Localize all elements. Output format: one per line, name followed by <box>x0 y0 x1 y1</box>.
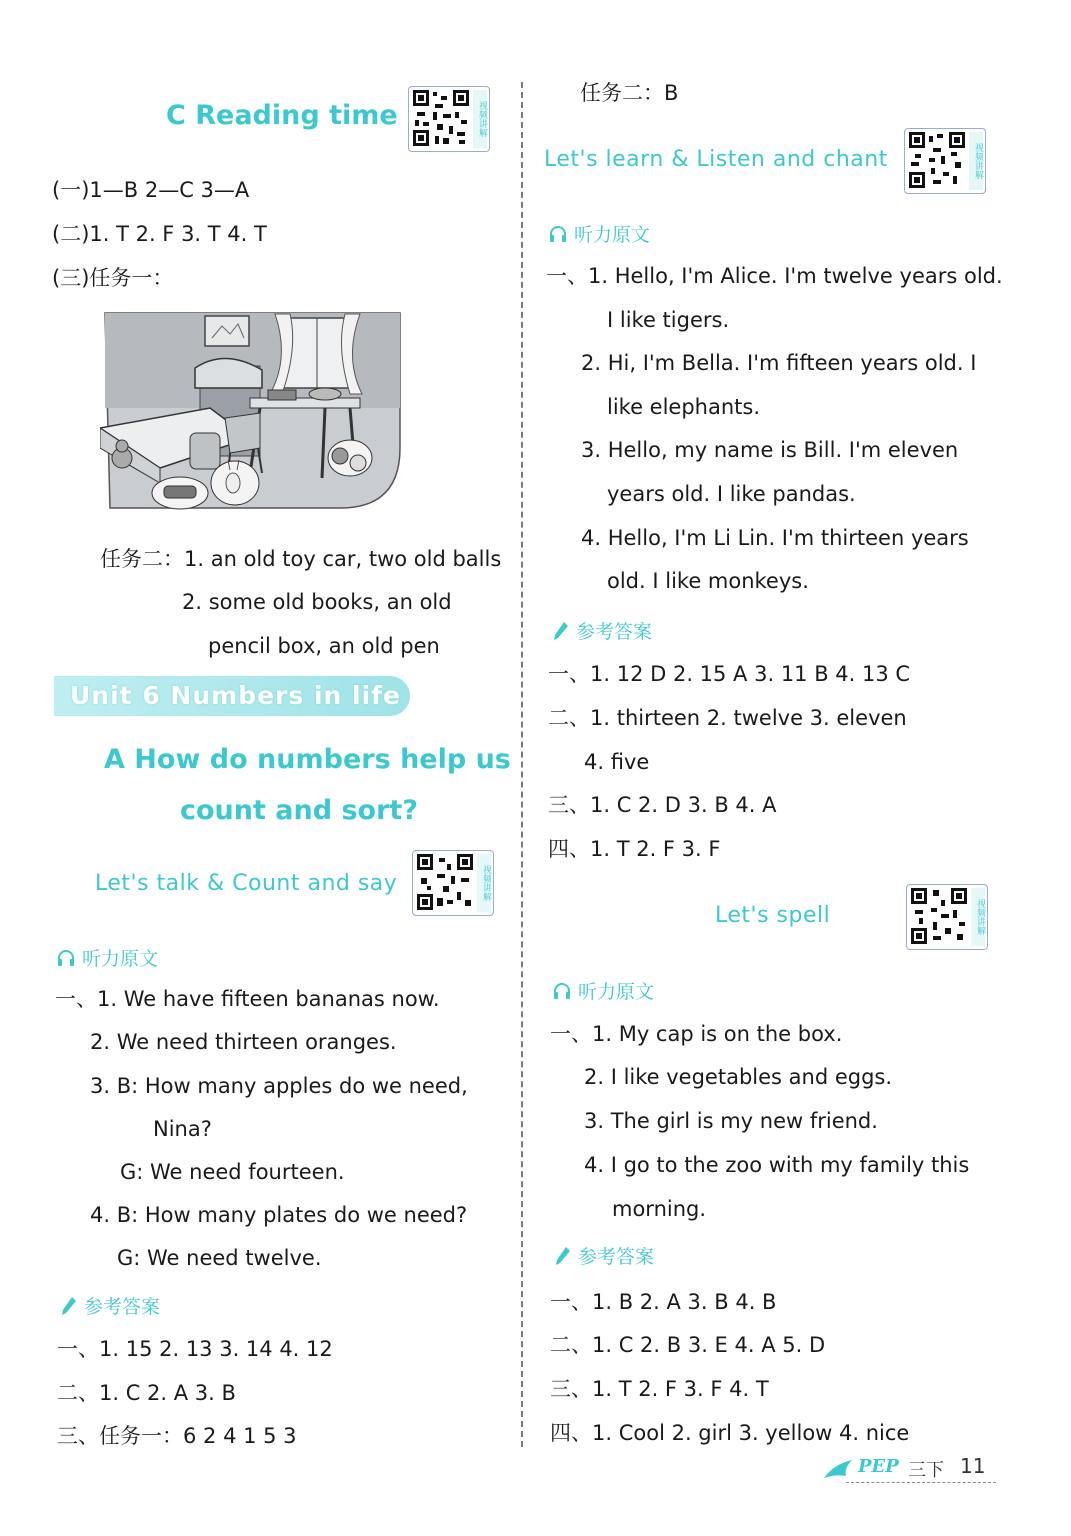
qr-video-label: 视频讲解 <box>473 90 487 148</box>
answer-line: 四、1. Cool 2. girl 3. yellow 4. nice <box>550 1421 910 1445</box>
answer-line: 一、1. B 2. A 3. B 4. B <box>550 1290 777 1314</box>
qr-video-label: 视频讲解 <box>477 854 491 912</box>
headphones-icon <box>56 948 76 968</box>
qr-code-icon[interactable] <box>906 884 988 950</box>
lets-spell-title: Let's spell <box>715 903 831 928</box>
listening-line: 2. Hi, I'm Bella. I'm fifteen years old. I <box>581 351 977 375</box>
section-a-title-line-1: A How do numbers help us <box>104 744 511 775</box>
listening-label-text: 听力原文 <box>82 948 159 970</box>
column-divider <box>521 82 523 1447</box>
task2-line-2: 2. some old books, an old <box>182 590 452 614</box>
right-column <box>528 0 1071 1536</box>
unit-6-title: Unit 6 Numbers in life <box>70 681 401 710</box>
listening-line: 3. The girl is my new friend. <box>584 1109 878 1133</box>
pencil-icon <box>552 620 570 642</box>
listening-line: 4. I go to the zoo with my family this <box>584 1153 970 1177</box>
answer-label <box>554 1242 654 1269</box>
headphones-icon <box>548 224 568 244</box>
answer-label-text: 参考答案 <box>578 1246 655 1268</box>
pencil-icon <box>60 1295 78 1317</box>
qr-video-label: 视频讲解 <box>971 888 985 946</box>
qr-code-icon[interactable] <box>904 128 986 194</box>
listening-line: 2. We need thirteen oranges. <box>90 1030 397 1054</box>
headphones-icon <box>552 981 572 1001</box>
listening-line: 3. Hello, my name is Bill. I'm eleven <box>581 438 959 462</box>
listening-line: years old. I like pandas. <box>607 482 856 506</box>
listening-label <box>552 977 654 1004</box>
reading-time-title: C Reading time <box>166 100 398 131</box>
task2-line-3: pencil box, an old pen <box>208 634 440 658</box>
listening-line: like elephants. <box>607 395 761 419</box>
listening-line: I like tigers. <box>607 308 730 332</box>
listening-label <box>56 944 158 971</box>
task2-answer: 任务二：B <box>580 81 679 105</box>
listening-line: Nina? <box>153 1117 212 1141</box>
page-footer <box>822 1452 997 1488</box>
reading-answer-2: (二)1. T 2. F 3. T 4. T <box>52 222 267 246</box>
listening-line: 一、1. We have fifteen bananas now. <box>55 987 440 1011</box>
answer-line: 一、1. 15 2. 13 3. 14 4. 12 <box>57 1337 333 1361</box>
lets-learn-title: Let's learn & Listen and chant <box>544 147 888 172</box>
qr-code-icon[interactable] <box>412 850 494 916</box>
answer-line: 四、1. T 2. F 3. F <box>548 837 721 861</box>
listening-line: G: We need fourteen. <box>120 1160 345 1184</box>
answer-line: 三、1. T 2. F 3. F 4. T <box>550 1377 769 1401</box>
answer-line: 二、1. C 2. A 3. B <box>57 1381 236 1405</box>
listening-line: G: We need twelve. <box>117 1246 322 1270</box>
unit-6-banner <box>54 676 410 716</box>
answer-label-text: 参考答案 <box>84 1296 161 1318</box>
answer-label-text: 参考答案 <box>576 621 653 643</box>
qr-code-graphic <box>413 90 469 146</box>
listening-line: morning. <box>612 1197 707 1221</box>
listening-line: 4. B: How many plates do we need? <box>90 1203 468 1227</box>
reading-answer-1: (一)1—B 2—C 3—A <box>52 178 250 202</box>
bedroom-illustration <box>100 308 410 513</box>
lets-talk-title: Let's talk & Count and say <box>95 871 398 896</box>
listening-line: 4. Hello, I'm Li Lin. I'm thirteen years <box>581 526 969 550</box>
answer-line: 三、任务一：6 2 4 1 5 3 <box>57 1424 297 1448</box>
answer-line: 4. five <box>584 750 650 774</box>
left-column <box>0 0 520 1536</box>
listening-line: old. I like monkeys. <box>607 569 809 593</box>
listening-line: 一、1. Hello, I'm Alice. I'm twelve years old. <box>546 264 1003 288</box>
footer-grade: 三下 <box>908 1460 944 1481</box>
qr-code-graphic <box>911 888 967 944</box>
reading-answer-3: (三)任务一： <box>52 266 174 290</box>
task2-line-1: 任务二：1. an old toy car, two old balls <box>100 547 502 571</box>
answer-line: 三、1. C 2. D 3. B 4. A <box>548 793 777 817</box>
footer-rule <box>846 1482 996 1483</box>
pencil-icon <box>554 1245 572 1267</box>
qr-code-icon[interactable] <box>408 86 490 152</box>
answer-label <box>60 1292 160 1319</box>
listening-line: 2. I like vegetables and eggs. <box>584 1065 893 1089</box>
answer-label <box>552 617 652 644</box>
answer-line: 二、1. C 2. B 3. E 4. A 5. D <box>550 1333 826 1357</box>
qr-code-graphic <box>909 132 965 188</box>
listening-label-text: 听力原文 <box>574 224 651 246</box>
qr-video-label: 视频讲解 <box>969 132 983 190</box>
answer-line: 二、1. thirteen 2. twelve 3. eleven <box>548 706 907 730</box>
section-a-title-line-2: count and sort? <box>180 795 418 826</box>
listening-label <box>548 220 650 247</box>
listening-line: 3. B: How many apples do we need, <box>90 1074 468 1098</box>
bird-icon <box>822 1454 856 1484</box>
answer-line: 一、1. 12 D 2. 15 A 3. 11 B 4. 13 C <box>548 662 911 686</box>
footer-brand: PEP <box>858 1456 899 1477</box>
qr-code-graphic <box>417 854 473 910</box>
listening-line: 一、1. My cap is on the box. <box>550 1022 843 1046</box>
page-number: 11 <box>960 1454 986 1478</box>
listening-label-text: 听力原文 <box>578 981 655 1003</box>
